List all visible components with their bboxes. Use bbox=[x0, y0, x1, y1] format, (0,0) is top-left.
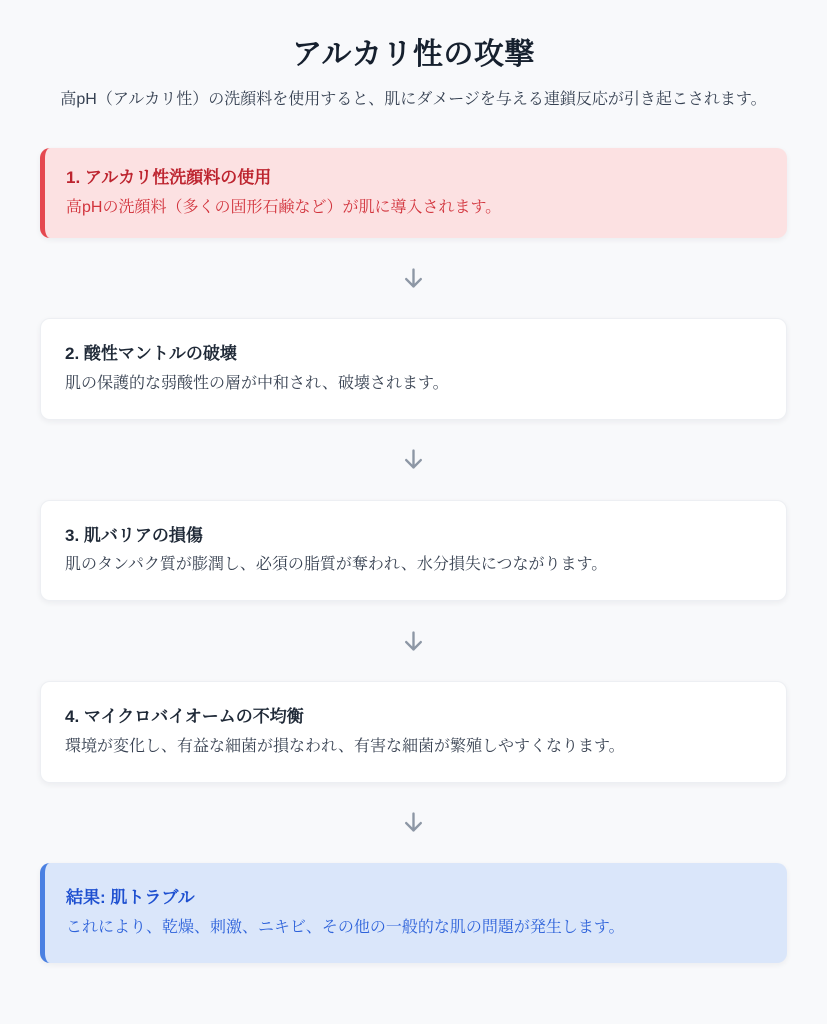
step-1-description: 高pHの洗顔料（多くの固形石鹸など）が肌に導入されます。 bbox=[66, 199, 502, 217]
flow-arrow-1 bbox=[40, 238, 787, 318]
page-title: アルカリ性の攻撃 bbox=[292, 38, 535, 71]
flow-diagram bbox=[40, 148, 787, 962]
result-title: 結果: 肌トラブル bbox=[66, 887, 195, 907]
step-2-description: 肌の保護的な弱酸性の層が中和され、破壊されます。 bbox=[65, 374, 449, 392]
step-2-title: 2. 酸性マントルの破壊 bbox=[65, 344, 237, 364]
step-card-1 bbox=[40, 148, 787, 238]
result-card bbox=[40, 863, 787, 963]
step-card-3 bbox=[40, 500, 787, 602]
flow-arrow-3 bbox=[40, 601, 787, 681]
step-card-2 bbox=[40, 318, 787, 420]
step-1-title: 1. アルカリ性洗顔料の使用 bbox=[66, 168, 272, 188]
step-4-description: 環境が変化し、有益な細菌が損なわれ、有害な細菌が繁殖しやすくなります。 bbox=[65, 737, 625, 755]
step-card-4 bbox=[40, 681, 787, 783]
result-description: これにより、乾燥、刺激、ニキビ、その他の一般的な肌の問題が発生します。 bbox=[66, 918, 625, 936]
page-header bbox=[40, 36, 787, 112]
page-subtitle: 高pH（アルカリ性）の洗顔料を使用すると、肌にダメージを与える連鎖反応が引き起こされます。 bbox=[60, 90, 767, 108]
step-4-title: 4. マイクロバイオームの不均衡 bbox=[65, 707, 304, 727]
arrow-down-icon bbox=[400, 446, 427, 473]
arrow-down-icon bbox=[400, 265, 427, 292]
flow-arrow-4 bbox=[40, 783, 787, 863]
arrow-down-icon bbox=[400, 809, 427, 836]
step-3-title: 3. 肌バリアの損傷 bbox=[65, 525, 203, 545]
step-3-description: 肌のタンパク質が膨潤し、必須の脂質が奪われ、水分損失につながります。 bbox=[65, 556, 608, 574]
arrow-down-icon bbox=[400, 628, 427, 655]
flow-arrow-2 bbox=[40, 420, 787, 500]
